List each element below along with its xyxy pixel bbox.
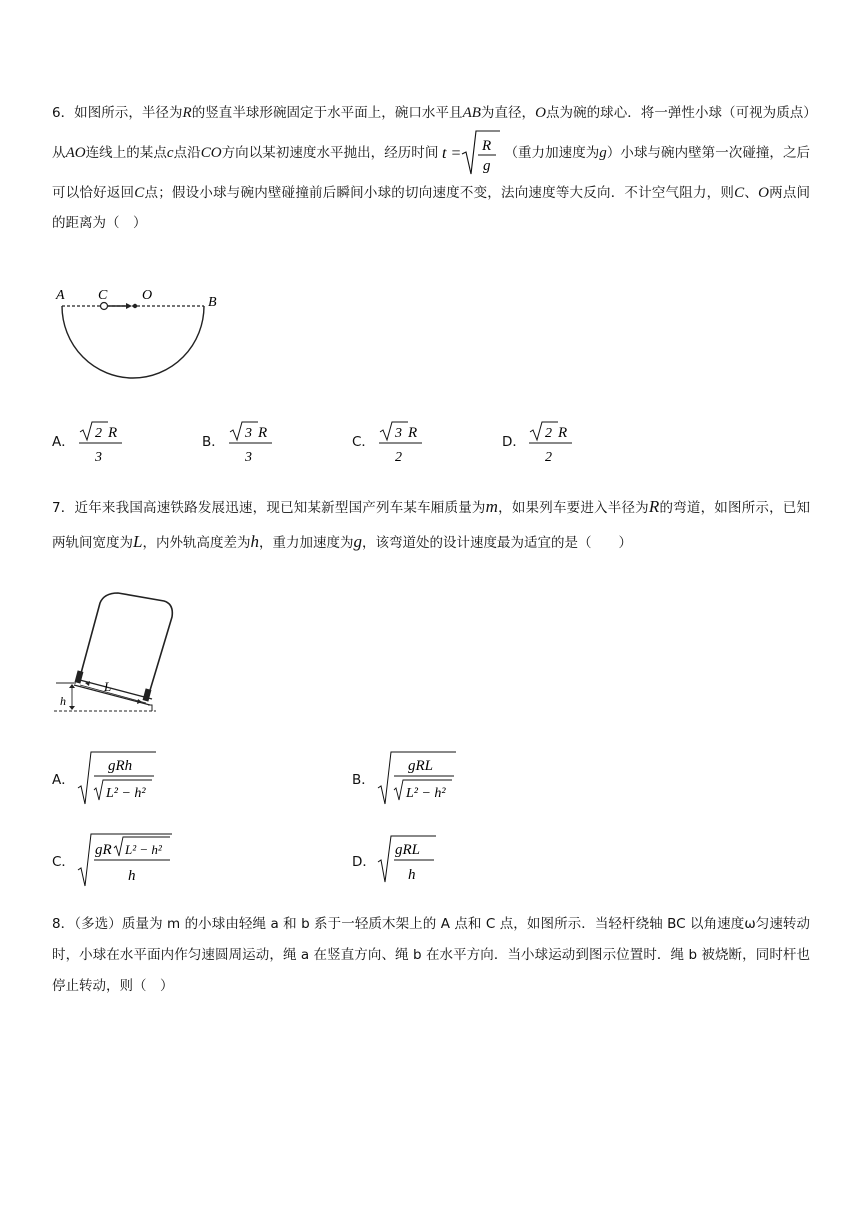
svg-text:L² − h²: L² − h² <box>125 842 162 857</box>
height-diff-label: h <box>60 694 66 708</box>
time-formula <box>442 128 500 178</box>
svg-text:t =: t = <box>442 145 462 162</box>
rail-width-label: L <box>104 679 112 694</box>
svg-text:3: 3 <box>245 426 252 441</box>
svg-text:R: R <box>108 425 118 441</box>
point-a-label: A <box>56 288 65 303</box>
ball-c <box>101 303 108 310</box>
svg-text:2: 2 <box>95 426 102 441</box>
question-8-text: 8．（多选）质量为 m 的小球由轻绳 a 和 b 系于一轻质木架上的 A 点和 C 点，如图所示．当轻杆绕轴 BC 以角速度ω匀速转动时，小球在水平面内作匀速圆周运动，绳 a 在竖直方向、绳 b 在水平方向．当小球运动到图示位置时．绳 b 被烧断，同时杆也停止转动，则（ ） <box>52 916 811 994</box>
svg-text:h: h <box>408 867 416 883</box>
question-6-number: 6． <box>52 105 75 121</box>
svg-text:R: R <box>482 138 492 154</box>
question-6-text: 6．如图所示，半径为R的竖直半球形碗固定于水平面上，碗口水平且AB为直径，O点为碗的球心．将一弹性小球（可视为质点）从AO连线上的某点c点沿CO方向以某初速度水平抛出，经历时间 t = R g （重力加速度为g）小球与碗内壁第一次碰撞，之后可以恰好返回C点；假设小球与碗内壁碰撞前后瞬间小球的切向速度不变，法向速度等大反向．不计空气阻力，则C、O两点间的距离为（ ） <box>52 105 811 231</box>
svg-text:gRL: gRL <box>408 758 434 774</box>
svg-text:2: 2 <box>545 450 552 465</box>
svg-text:R: R <box>408 425 418 441</box>
bowl-diagram <box>52 282 232 390</box>
question-7-text: 7．近年来我国高速铁路发展迅速，现已知某新型国产列车某车厢质量为m，如果列车要进入半径为R的弯道，如图所示，已知两轨间宽度为L，内外轨高度差为h，重力加速度为g，该弯道处的设计速度最为适宜的是（ ） <box>52 497 811 551</box>
svg-text:2: 2 <box>545 426 552 441</box>
svg-text:gRL: gRL <box>395 842 421 858</box>
svg-text:3: 3 <box>95 450 102 465</box>
svg-text:2: 2 <box>395 450 402 465</box>
point-b-label: B <box>208 295 217 310</box>
point-o-label: O <box>142 288 153 303</box>
svg-text:L² − h²: L² − h² <box>406 786 446 801</box>
svg-text:g: g <box>483 158 491 174</box>
center-o <box>133 304 137 308</box>
svg-text:R: R <box>558 425 568 441</box>
svg-text:3: 3 <box>245 450 252 465</box>
train-car-diagram <box>52 585 192 717</box>
svg-text:gR: gR <box>95 842 112 858</box>
svg-text:3: 3 <box>395 426 402 441</box>
question-7-number: 7． <box>52 500 75 516</box>
svg-text:gRh: gRh <box>108 758 133 774</box>
point-c-label: C <box>98 288 108 303</box>
question-8-number: 8． <box>52 916 75 932</box>
svg-text:L² − h²: L² − h² <box>106 786 146 801</box>
svg-text:R: R <box>258 425 268 441</box>
svg-text:h: h <box>128 868 136 884</box>
